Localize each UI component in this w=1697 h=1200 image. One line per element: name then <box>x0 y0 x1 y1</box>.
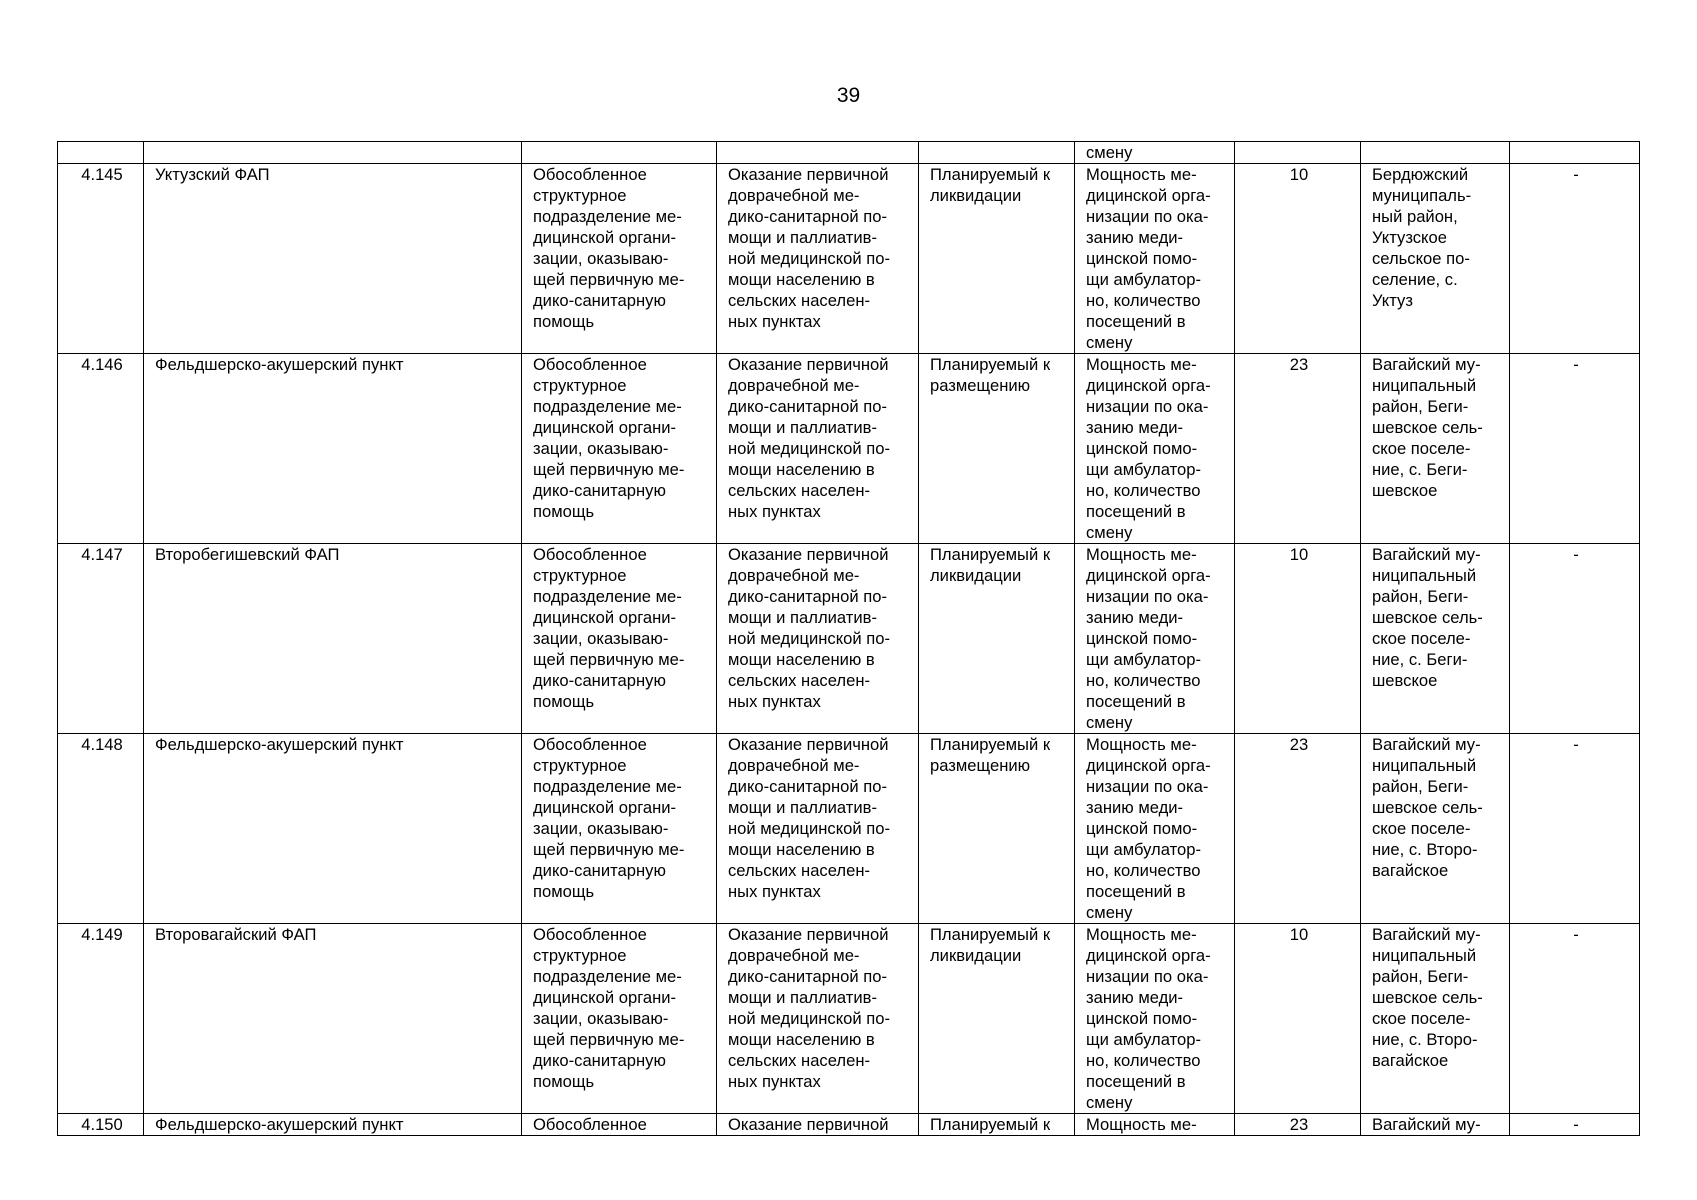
cell-number: 4.147 <box>58 544 144 734</box>
cell-type <box>522 142 717 164</box>
cell-location: Бердюжский муниципаль- ный район, Уктузское сельское по- селение, с. Уктуз <box>1361 164 1510 354</box>
cell-status <box>919 142 1075 164</box>
cell-number: 4.148 <box>58 734 144 924</box>
cell-location: Вагайский му- ниципальный район, Беги- шевское сель- ское поселе- ние, с. Второ- вагайское <box>1361 734 1510 924</box>
cell-status: Планируемый к размещению <box>919 734 1075 924</box>
cell-zone: - <box>1510 354 1640 544</box>
cell-characteristic: Мощность ме- дицинской орга- низации по ока- занию меди- цинской помо- щи амбулатор- но, количество посещений в смену <box>1075 924 1235 1114</box>
cell-type: Обособленное структурное подразделение ме- дицинской органи- зации, оказываю- щей первичную ме- дико-санитарную помощь <box>522 164 717 354</box>
cell-number <box>58 142 144 164</box>
cell-number: 4.150 <box>58 1114 144 1136</box>
cell-purpose <box>717 142 919 164</box>
table-row <box>58 164 1640 354</box>
cell-purpose: Оказание первичной доврачебной ме- дико-санитарной по- мощи и паллиатив- ной медицинской по- мощи населению в сельских населен- ных пунктах <box>717 734 919 924</box>
cell-location: Вагайский му- <box>1361 1114 1510 1136</box>
cell-zone: - <box>1510 734 1640 924</box>
cell-name: Второвагайский ФАП <box>144 924 522 1114</box>
cell-characteristic: Мощность ме- дицинской орга- низации по ока- занию меди- цинской помо- щи амбулатор- но, количество посещений в смену <box>1075 734 1235 924</box>
cell-type: Обособленное структурное подразделение ме- дицинской органи- зации, оказываю- щей первичную ме- дико-санитарную помощь <box>522 544 717 734</box>
cell-name: Фельдшерско-акушерский пункт <box>144 1114 522 1136</box>
cell-characteristic: Мощность ме- <box>1075 1114 1235 1136</box>
cell-type: Обособленное структурное подразделение ме- дицинской органи- зации, оказываю- щей первичную ме- дико-санитарную помощь <box>522 734 717 924</box>
cell-capacity: 10 <box>1235 164 1361 354</box>
cell-characteristic: Мощность ме- дицинской орга- низации по ока- занию меди- цинской помо- щи амбулатор- но, количество посещений в смену <box>1075 544 1235 734</box>
cell-location: Вагайский му- ниципальный район, Беги- шевское сель- ское поселе- ние, с. Беги- шевское <box>1361 354 1510 544</box>
cell-name <box>144 142 522 164</box>
table-body <box>58 142 1640 1136</box>
cell-zone: - <box>1510 164 1640 354</box>
cell-characteristic: Мощность ме- дицинской орга- низации по ока- занию меди- цинской помо- щи амбулатор- но, количество посещений в смену <box>1075 354 1235 544</box>
table-row <box>58 544 1640 734</box>
cell-purpose: Оказание первичной <box>717 1114 919 1136</box>
cell-zone: - <box>1510 544 1640 734</box>
cell-name: Уктузский ФАП <box>144 164 522 354</box>
cell-location: Вагайский му- ниципальный район, Беги- шевское сель- ское поселе- ние, с. Второ- вагайское <box>1361 924 1510 1114</box>
cell-purpose: Оказание первичной доврачебной ме- дико-санитарной по- мощи и паллиатив- ной медицинской по- мощи населению в сельских населен- ных пунктах <box>717 164 919 354</box>
cell-location: Вагайский му- ниципальный район, Беги- шевское сель- ское поселе- ние, с. Беги- шевское <box>1361 544 1510 734</box>
cell-capacity: 23 <box>1235 354 1361 544</box>
cell-number: 4.149 <box>58 924 144 1114</box>
cell-status: Планируемый к ликвидации <box>919 164 1075 354</box>
cell-type: Обособленное структурное подразделение ме- дицинской органи- зации, оказываю- щей первичную ме- дико-санитарную помощь <box>522 924 717 1114</box>
cell-number: 4.146 <box>58 354 144 544</box>
cell-purpose: Оказание первичной доврачебной ме- дико-санитарной по- мощи и паллиатив- ной медицинской по- мощи населению в сельских населен- ных пунктах <box>717 354 919 544</box>
facilities-table <box>57 141 1640 1136</box>
cell-zone <box>1510 142 1640 164</box>
cell-status: Планируемый к размещению <box>919 354 1075 544</box>
cell-capacity: 23 <box>1235 734 1361 924</box>
table-row <box>58 924 1640 1114</box>
cell-type: Обособленное <box>522 1114 717 1136</box>
cell-name: Фельдшерско-акушерский пункт <box>144 354 522 544</box>
cell-type: Обособленное структурное подразделение ме- дицинской органи- зации, оказываю- щей первичную ме- дико-санитарную помощь <box>522 354 717 544</box>
cell-name: Второбегишевский ФАП <box>144 544 522 734</box>
cell-status: Планируемый к ликвидации <box>919 544 1075 734</box>
table-row <box>58 354 1640 544</box>
cell-capacity: 10 <box>1235 544 1361 734</box>
table-row-continued <box>58 142 1640 164</box>
cell-capacity: 23 <box>1235 1114 1361 1136</box>
cell-purpose: Оказание первичной доврачебной ме- дико-санитарной по- мощи и паллиатив- ной медицинской по- мощи населению в сельских населен- ных пунктах <box>717 544 919 734</box>
cell-name: Фельдшерско-акушерский пункт <box>144 734 522 924</box>
cell-capacity: 10 <box>1235 924 1361 1114</box>
cell-zone: - <box>1510 1114 1640 1136</box>
cell-number: 4.145 <box>58 164 144 354</box>
table-row <box>58 734 1640 924</box>
cell-capacity <box>1235 142 1361 164</box>
cell-characteristic: смену <box>1075 142 1235 164</box>
cell-location <box>1361 142 1510 164</box>
page-number: 39 <box>836 84 861 107</box>
cell-status: Планируемый к <box>919 1114 1075 1136</box>
cell-zone: - <box>1510 924 1640 1114</box>
cell-status: Планируемый к ликвидации <box>919 924 1075 1114</box>
cell-characteristic: Мощность ме- дицинской орга- низации по ока- занию меди- цинской помо- щи амбулатор- но, количество посещений в смену <box>1075 164 1235 354</box>
table-row-truncated <box>58 1114 1640 1136</box>
cell-purpose: Оказание первичной доврачебной ме- дико-санитарной по- мощи и паллиатив- ной медицинской по- мощи населению в сельских населен- ных пунктах <box>717 924 919 1114</box>
